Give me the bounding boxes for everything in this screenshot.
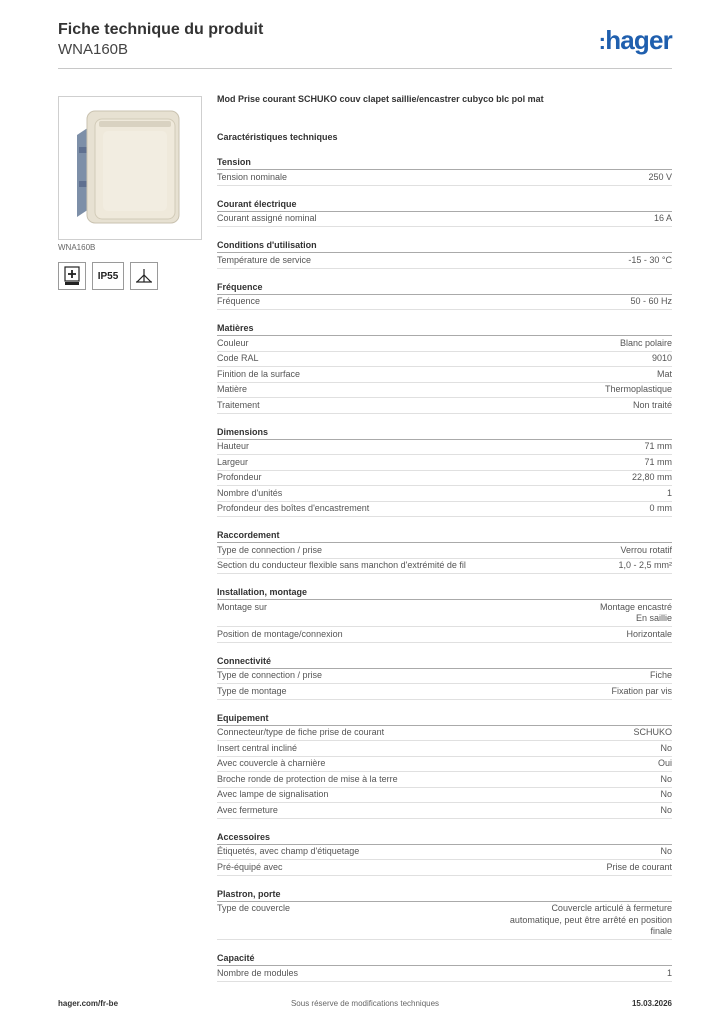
spec-section (217, 321, 672, 414)
hager-logo: :hager (598, 25, 672, 55)
spec-label: Pré-équipé avec (217, 861, 283, 872)
spec-row (217, 684, 672, 700)
spec-row (217, 367, 672, 383)
certification-badges (58, 262, 158, 290)
spec-row (217, 295, 672, 311)
section-title: Equipement (217, 711, 672, 726)
spec-label: Code RAL (217, 353, 259, 363)
spec-section (217, 197, 672, 228)
spec-value: Horizontale (626, 628, 672, 639)
spec-label: Étiquetés, avec champ d'étiquetage (217, 846, 360, 856)
spec-row (217, 253, 672, 269)
footer-date: 15.03.2026 (631, 999, 672, 1008)
spec-row (217, 440, 672, 456)
spec-label: Température de service (217, 254, 312, 265)
logo-text: hager (605, 25, 672, 55)
spec-row (217, 669, 672, 685)
spec-row (217, 757, 672, 773)
spec-value: Couvercle articulé à fermeture automatique, peut être arrêté en position finale (509, 903, 672, 936)
spec-label: Avec couvercle à charnière (217, 758, 326, 768)
spec-row (217, 600, 672, 627)
spec-label: Insert central incliné (217, 742, 298, 753)
spec-value: 71 mm (644, 456, 672, 467)
spec-label: Avec fermeture (217, 804, 278, 815)
section-title: Capacité (217, 951, 672, 966)
spec-value: -15 - 30 °C (628, 254, 672, 265)
section-title: Matières (217, 321, 672, 336)
spec-section (217, 280, 672, 311)
spec-section (217, 155, 672, 186)
spec-section (217, 711, 672, 819)
spec-row (217, 772, 672, 788)
spec-row (217, 726, 672, 742)
spec-row (217, 212, 672, 228)
product-description: Mod Prise courant SCHUKO couv clapet saillie/encastrer cubyco blc pol mat (217, 94, 544, 104)
spec-value: 1 (666, 487, 672, 498)
spec-value: 1,0 - 2,5 mm² (618, 560, 672, 570)
spec-row (217, 788, 672, 804)
spec-label: Largeur (217, 456, 249, 467)
spec-sections (217, 155, 672, 982)
spec-label: Finition de la surface (217, 368, 301, 379)
spec-row (217, 741, 672, 757)
spec-value: Blanc polaire (619, 337, 672, 348)
spec-label: Profondeur des boîtes d'encastrement (217, 503, 370, 513)
product-reference: WNA160B (58, 41, 129, 58)
spec-value: Fixation par vis (611, 685, 672, 696)
spec-row (217, 803, 672, 819)
spec-row (217, 471, 672, 487)
spec-label: Position de montage/connexion (217, 628, 343, 639)
spec-row (217, 966, 672, 982)
document-header (58, 20, 263, 59)
spec-row (217, 383, 672, 399)
image-caption: WNA160B (58, 243, 96, 252)
spec-row (217, 559, 672, 575)
spec-section (217, 654, 672, 700)
spec-label: Montage sur (217, 601, 268, 612)
spec-label: Hauteur (217, 441, 250, 451)
spec-value: Verrou rotatif (620, 544, 672, 555)
spec-label: Connecteur/type de fiche prise de courant (217, 727, 385, 737)
footer-website: hager.com/fr-be (58, 999, 119, 1008)
spec-value: Mat (656, 368, 672, 379)
spec-section (217, 528, 672, 574)
spec-label: Tension nominale (217, 171, 288, 182)
socket-illustration (59, 97, 201, 239)
spec-section (217, 425, 672, 518)
spec-label: Fréquence (217, 296, 261, 306)
spec-value: 16 A (653, 213, 672, 223)
spec-value: Thermoplastique (604, 384, 672, 394)
spec-value: 250 V (648, 171, 672, 182)
spec-row (217, 336, 672, 352)
spec-section (217, 887, 672, 941)
spec-row (217, 352, 672, 368)
spec-value: 0 mm (649, 503, 672, 513)
section-title: Raccordement (217, 528, 672, 543)
section-title: Plastron, porte (217, 887, 672, 902)
specifications (217, 92, 672, 982)
section-title: Tension (217, 155, 672, 170)
section-title: Connectivité (217, 654, 672, 669)
ip-rating-badge: IP55 (92, 262, 124, 290)
spec-row (217, 455, 672, 471)
spec-value: Montage encastré En saillie (599, 601, 672, 623)
spec-value: Oui (657, 758, 672, 768)
spec-label: Type de connection / prise (217, 670, 323, 680)
spec-value: SCHUKO (633, 727, 672, 737)
spec-row (217, 486, 672, 502)
product-image (58, 96, 202, 240)
header-divider (58, 68, 672, 69)
spec-value: Prise de courant (606, 861, 672, 872)
section-title: Conditions d'utilisation (217, 238, 672, 253)
section-title: Installation, montage (217, 585, 672, 600)
footer-disclaimer: Sous réserve de modifications techniques (290, 999, 440, 1008)
spec-value: 22,80 mm (631, 472, 672, 482)
spec-row (217, 902, 672, 941)
spec-value: 50 - 60 Hz (630, 296, 672, 306)
spec-label: Avec lampe de signalisation (217, 789, 329, 799)
spec-label: Broche ronde de protection de mise à la terre (217, 773, 398, 784)
section-title: Dimensions (217, 425, 672, 440)
spec-row (217, 543, 672, 559)
spec-value: No (660, 804, 672, 815)
spec-value: No (660, 773, 672, 784)
technical-characteristics-title: Caractéristiques techniques (217, 132, 338, 142)
spec-row (217, 170, 672, 186)
spec-section (217, 585, 672, 643)
document-title: Fiche technique du produit (58, 21, 264, 38)
spec-label: Couleur (217, 337, 249, 348)
spec-value: No (660, 789, 672, 799)
spec-label: Nombre d'unités (217, 487, 283, 498)
spec-section (217, 238, 672, 269)
spec-section (217, 830, 672, 876)
spec-label: Traitement (217, 399, 260, 410)
spec-label: Type de connection / prise (217, 544, 323, 555)
spec-label: Profondeur (217, 472, 262, 482)
spec-row (217, 845, 672, 861)
spec-label: Nombre de modules (217, 967, 299, 978)
connection-symbol-icon (130, 262, 158, 290)
spec-row (217, 627, 672, 643)
section-title: Courant électrique (217, 197, 672, 212)
spec-value: 71 mm (644, 441, 672, 451)
spec-row (217, 502, 672, 518)
spec-row (217, 860, 672, 876)
section-title: Fréquence (217, 280, 672, 295)
spec-value: 1 (666, 967, 672, 978)
spec-value: No (660, 846, 672, 856)
spec-label: Courant assigné nominal (217, 213, 317, 223)
class-protection-icon (58, 262, 86, 290)
spec-section (217, 951, 672, 982)
spec-label: Type de couvercle (217, 903, 291, 913)
spec-label: Matière (217, 384, 248, 394)
spec-value: No (660, 742, 672, 753)
spec-label: Section du conducteur flexible sans manchon d'extrémité de fil (217, 560, 466, 570)
section-title: Accessoires (217, 830, 672, 845)
spec-label: Type de montage (217, 685, 287, 696)
spec-row (217, 398, 672, 414)
spec-value: Fiche (649, 670, 672, 680)
spec-value: 9010 (651, 353, 672, 363)
spec-value: Non traité (632, 399, 672, 410)
